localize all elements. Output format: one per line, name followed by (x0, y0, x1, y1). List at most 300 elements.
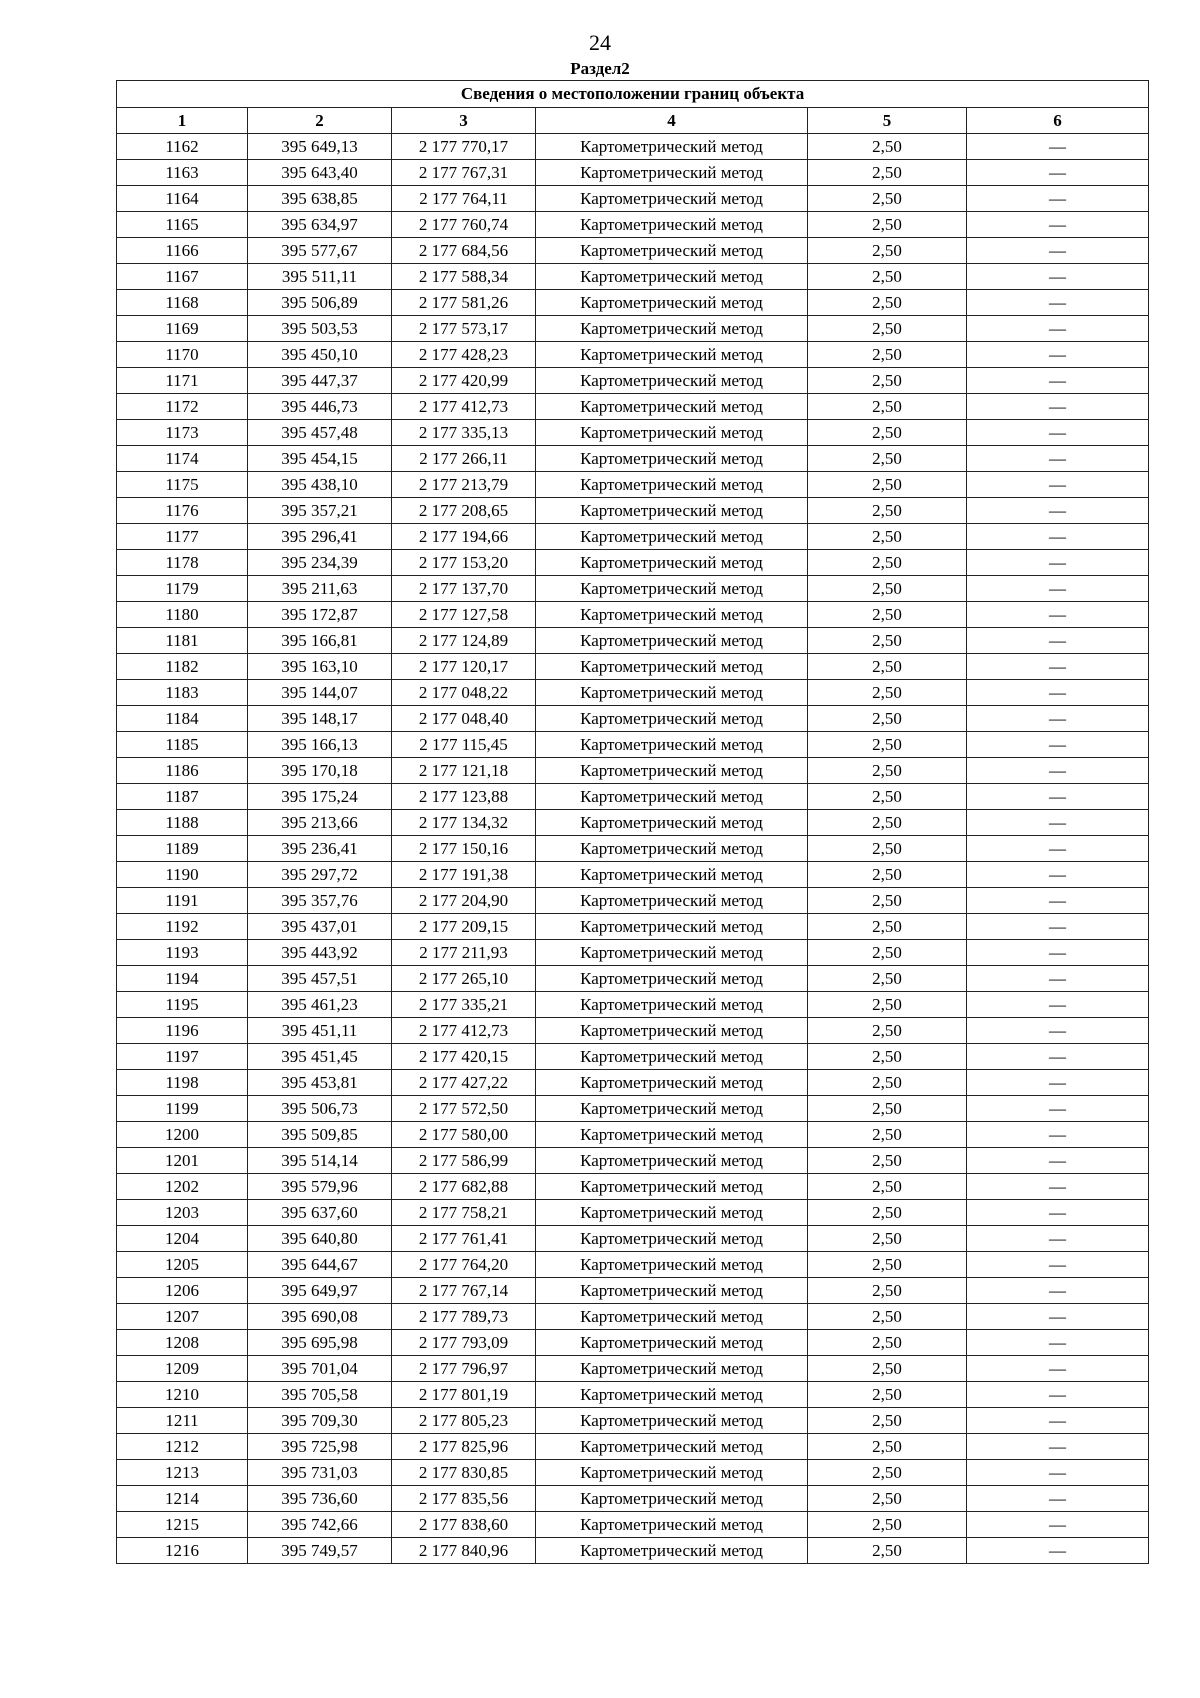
accuracy-cell: 2,50 (808, 1044, 967, 1070)
x-coordinate-cell: 395 509,85 (248, 1122, 392, 1148)
method-cell: Картометрический метод (536, 1070, 808, 1096)
note-cell: — (967, 186, 1149, 212)
point-number-cell: 1178 (117, 550, 248, 576)
table-row (117, 394, 1149, 420)
point-number-cell: 1214 (117, 1486, 248, 1512)
method-cell: Картометрический метод (536, 186, 808, 212)
note-cell: — (967, 940, 1149, 966)
method-cell: Картометрический метод (536, 1460, 808, 1486)
x-coordinate-cell: 395 454,15 (248, 446, 392, 472)
point-number-cell: 1180 (117, 602, 248, 628)
y-coordinate-cell: 2 177 801,19 (392, 1382, 536, 1408)
accuracy-cell: 2,50 (808, 810, 967, 836)
table-row (117, 628, 1149, 654)
method-cell: Картометрический метод (536, 264, 808, 290)
note-cell: — (967, 394, 1149, 420)
y-coordinate-cell: 2 177 137,70 (392, 576, 536, 602)
table-row (117, 524, 1149, 550)
y-coordinate-cell: 2 177 805,23 (392, 1408, 536, 1434)
y-coordinate-cell: 2 177 428,23 (392, 342, 536, 368)
y-coordinate-cell: 2 177 581,26 (392, 290, 536, 316)
boundary-coordinates-table (116, 80, 1149, 1564)
x-coordinate-cell: 395 643,40 (248, 160, 392, 186)
method-cell: Картометрический метод (536, 992, 808, 1018)
x-coordinate-cell: 395 297,72 (248, 862, 392, 888)
table-row (117, 1512, 1149, 1538)
accuracy-cell: 2,50 (808, 966, 967, 992)
table-row (117, 602, 1149, 628)
y-coordinate-cell: 2 177 825,96 (392, 1434, 536, 1460)
x-coordinate-cell: 395 514,14 (248, 1148, 392, 1174)
table-row (117, 1122, 1149, 1148)
point-number-cell: 1189 (117, 836, 248, 862)
note-cell: — (967, 1174, 1149, 1200)
note-cell: — (967, 706, 1149, 732)
point-number-cell: 1169 (117, 316, 248, 342)
table-row (117, 186, 1149, 212)
accuracy-cell: 2,50 (808, 602, 967, 628)
x-coordinate-cell: 395 357,21 (248, 498, 392, 524)
note-cell: — (967, 810, 1149, 836)
y-coordinate-cell: 2 177 048,22 (392, 680, 536, 706)
point-number-cell: 1191 (117, 888, 248, 914)
x-coordinate-cell: 395 446,73 (248, 394, 392, 420)
point-number-cell: 1177 (117, 524, 248, 550)
method-cell: Картометрический метод (536, 1356, 808, 1382)
point-number-cell: 1179 (117, 576, 248, 602)
accuracy-cell: 2,50 (808, 706, 967, 732)
note-cell: — (967, 784, 1149, 810)
point-number-cell: 1204 (117, 1226, 248, 1252)
accuracy-cell: 2,50 (808, 524, 967, 550)
table-row (117, 810, 1149, 836)
point-number-cell: 1209 (117, 1356, 248, 1382)
y-coordinate-cell: 2 177 586,99 (392, 1148, 536, 1174)
accuracy-cell: 2,50 (808, 472, 967, 498)
accuracy-cell: 2,50 (808, 1122, 967, 1148)
note-cell: — (967, 1538, 1149, 1564)
note-cell: — (967, 1382, 1149, 1408)
note-cell: — (967, 1304, 1149, 1330)
y-coordinate-cell: 2 177 838,60 (392, 1512, 536, 1538)
method-cell: Картометрический метод (536, 1538, 808, 1564)
table-row (117, 1018, 1149, 1044)
x-coordinate-cell: 395 506,73 (248, 1096, 392, 1122)
method-cell: Картометрический метод (536, 914, 808, 940)
method-cell: Картометрический метод (536, 1174, 808, 1200)
x-coordinate-cell: 395 166,13 (248, 732, 392, 758)
table-row (117, 654, 1149, 680)
note-cell: — (967, 1278, 1149, 1304)
y-coordinate-cell: 2 177 213,79 (392, 472, 536, 498)
accuracy-cell: 2,50 (808, 914, 967, 940)
table-row (117, 550, 1149, 576)
x-coordinate-cell: 395 453,81 (248, 1070, 392, 1096)
table-caption: Сведения о местоположении границ объекта (117, 81, 1149, 108)
method-cell: Картометрический метод (536, 732, 808, 758)
accuracy-cell: 2,50 (808, 1460, 967, 1486)
note-cell: — (967, 290, 1149, 316)
y-coordinate-cell: 2 177 588,34 (392, 264, 536, 290)
accuracy-cell: 2,50 (808, 1278, 967, 1304)
x-coordinate-cell: 395 172,87 (248, 602, 392, 628)
point-number-cell: 1172 (117, 394, 248, 420)
y-coordinate-cell: 2 177 048,40 (392, 706, 536, 732)
method-cell: Картометрический метод (536, 368, 808, 394)
accuracy-cell: 2,50 (808, 316, 967, 342)
y-coordinate-cell: 2 177 191,38 (392, 862, 536, 888)
point-number-cell: 1195 (117, 992, 248, 1018)
x-coordinate-cell: 395 637,60 (248, 1200, 392, 1226)
method-cell: Картометрический метод (536, 1122, 808, 1148)
x-coordinate-cell: 395 736,60 (248, 1486, 392, 1512)
method-cell: Картометрический метод (536, 680, 808, 706)
accuracy-cell: 2,50 (808, 1356, 967, 1382)
point-number-cell: 1196 (117, 1018, 248, 1044)
table-row (117, 758, 1149, 784)
point-number-cell: 1216 (117, 1538, 248, 1564)
note-cell: — (967, 238, 1149, 264)
table-row (117, 862, 1149, 888)
method-cell: Картометрический метод (536, 784, 808, 810)
x-coordinate-cell: 395 438,10 (248, 472, 392, 498)
note-cell: — (967, 316, 1149, 342)
method-cell: Картометрический метод (536, 212, 808, 238)
x-coordinate-cell: 395 163,10 (248, 654, 392, 680)
accuracy-cell: 2,50 (808, 186, 967, 212)
method-cell: Картометрический метод (536, 888, 808, 914)
accuracy-cell: 2,50 (808, 1434, 967, 1460)
accuracy-cell: 2,50 (808, 1226, 967, 1252)
table-row (117, 1200, 1149, 1226)
accuracy-cell: 2,50 (808, 1304, 967, 1330)
y-coordinate-cell: 2 177 134,32 (392, 810, 536, 836)
x-coordinate-cell: 395 579,96 (248, 1174, 392, 1200)
method-cell: Картометрический метод (536, 1226, 808, 1252)
point-number-cell: 1208 (117, 1330, 248, 1356)
y-coordinate-cell: 2 177 420,99 (392, 368, 536, 394)
accuracy-cell: 2,50 (808, 160, 967, 186)
table-row (117, 160, 1149, 186)
method-cell: Картометрический метод (536, 498, 808, 524)
method-cell: Картометрический метод (536, 1408, 808, 1434)
method-cell: Картометрический метод (536, 1018, 808, 1044)
method-cell: Картометрический метод (536, 550, 808, 576)
accuracy-cell: 2,50 (808, 1408, 967, 1434)
y-coordinate-cell: 2 177 796,97 (392, 1356, 536, 1382)
table-row (117, 1278, 1149, 1304)
note-cell: — (967, 1200, 1149, 1226)
x-coordinate-cell: 395 461,23 (248, 992, 392, 1018)
x-coordinate-cell: 395 213,66 (248, 810, 392, 836)
y-coordinate-cell: 2 177 127,58 (392, 602, 536, 628)
point-number-cell: 1190 (117, 862, 248, 888)
method-cell: Картометрический метод (536, 1278, 808, 1304)
point-number-cell: 1186 (117, 758, 248, 784)
x-coordinate-cell: 395 234,39 (248, 550, 392, 576)
y-coordinate-cell: 2 177 266,11 (392, 446, 536, 472)
accuracy-cell: 2,50 (808, 888, 967, 914)
y-coordinate-cell: 2 177 682,88 (392, 1174, 536, 1200)
x-coordinate-cell: 395 437,01 (248, 914, 392, 940)
y-coordinate-cell: 2 177 770,17 (392, 134, 536, 160)
y-coordinate-cell: 2 177 335,21 (392, 992, 536, 1018)
table-row (117, 784, 1149, 810)
point-number-cell: 1162 (117, 134, 248, 160)
table-row (117, 1044, 1149, 1070)
note-cell: — (967, 1070, 1149, 1096)
note-cell: — (967, 1356, 1149, 1382)
point-number-cell: 1197 (117, 1044, 248, 1070)
accuracy-cell: 2,50 (808, 1070, 967, 1096)
y-coordinate-cell: 2 177 767,14 (392, 1278, 536, 1304)
note-cell: — (967, 498, 1149, 524)
note-cell: — (967, 1408, 1149, 1434)
x-coordinate-cell: 395 170,18 (248, 758, 392, 784)
method-cell: Картометрический метод (536, 342, 808, 368)
table-body (117, 134, 1149, 1564)
table-row (117, 1408, 1149, 1434)
point-number-cell: 1210 (117, 1382, 248, 1408)
note-cell: — (967, 966, 1149, 992)
x-coordinate-cell: 395 709,30 (248, 1408, 392, 1434)
point-number-cell: 1192 (117, 914, 248, 940)
y-coordinate-cell: 2 177 335,13 (392, 420, 536, 446)
table-row (117, 940, 1149, 966)
method-cell: Картометрический метод (536, 940, 808, 966)
table-row (117, 498, 1149, 524)
y-coordinate-cell: 2 177 115,45 (392, 732, 536, 758)
point-number-cell: 1187 (117, 784, 248, 810)
note-cell: — (967, 680, 1149, 706)
method-cell: Картометрический метод (536, 290, 808, 316)
note-cell: — (967, 1512, 1149, 1538)
y-coordinate-cell: 2 177 835,56 (392, 1486, 536, 1512)
table-row (117, 368, 1149, 394)
point-number-cell: 1165 (117, 212, 248, 238)
note-cell: — (967, 654, 1149, 680)
note-cell: — (967, 472, 1149, 498)
y-coordinate-cell: 2 177 120,17 (392, 654, 536, 680)
point-number-cell: 1175 (117, 472, 248, 498)
x-coordinate-cell: 395 577,67 (248, 238, 392, 264)
point-number-cell: 1215 (117, 1512, 248, 1538)
method-cell: Картометрический метод (536, 446, 808, 472)
accuracy-cell: 2,50 (808, 1200, 967, 1226)
point-number-cell: 1188 (117, 810, 248, 836)
x-coordinate-cell: 395 148,17 (248, 706, 392, 732)
accuracy-cell: 2,50 (808, 654, 967, 680)
point-number-cell: 1200 (117, 1122, 248, 1148)
note-cell: — (967, 732, 1149, 758)
point-number-cell: 1182 (117, 654, 248, 680)
method-cell: Картометрический метод (536, 966, 808, 992)
table-row (117, 914, 1149, 940)
note-cell: — (967, 342, 1149, 368)
table-row (117, 1148, 1149, 1174)
table-row (117, 238, 1149, 264)
y-coordinate-cell: 2 177 793,09 (392, 1330, 536, 1356)
method-cell: Картометрический метод (536, 810, 808, 836)
x-coordinate-cell: 395 144,07 (248, 680, 392, 706)
x-coordinate-cell: 395 701,04 (248, 1356, 392, 1382)
point-number-cell: 1173 (117, 420, 248, 446)
method-cell: Картометрический метод (536, 628, 808, 654)
x-coordinate-cell: 395 731,03 (248, 1460, 392, 1486)
note-cell: — (967, 1018, 1149, 1044)
y-coordinate-cell: 2 177 412,73 (392, 1018, 536, 1044)
x-coordinate-cell: 395 695,98 (248, 1330, 392, 1356)
y-coordinate-cell: 2 177 153,20 (392, 550, 536, 576)
table-row (117, 420, 1149, 446)
column-header-row (117, 108, 1149, 134)
accuracy-cell: 2,50 (808, 446, 967, 472)
note-cell: — (967, 1226, 1149, 1252)
table-row (117, 1538, 1149, 1564)
note-cell: — (967, 420, 1149, 446)
method-cell: Картометрический метод (536, 1044, 808, 1070)
x-coordinate-cell: 395 236,41 (248, 836, 392, 862)
y-coordinate-cell: 2 177 764,11 (392, 186, 536, 212)
note-cell: — (967, 758, 1149, 784)
table-row (117, 264, 1149, 290)
note-cell: — (967, 1252, 1149, 1278)
table-row (117, 316, 1149, 342)
y-coordinate-cell: 2 177 758,21 (392, 1200, 536, 1226)
note-cell: — (967, 576, 1149, 602)
accuracy-cell: 2,50 (808, 992, 967, 1018)
note-cell: — (967, 628, 1149, 654)
note-cell: — (967, 1122, 1149, 1148)
note-cell: — (967, 836, 1149, 862)
point-number-cell: 1164 (117, 186, 248, 212)
method-cell: Картометрический метод (536, 1382, 808, 1408)
y-coordinate-cell: 2 177 767,31 (392, 160, 536, 186)
table-row (117, 1070, 1149, 1096)
note-cell: — (967, 524, 1149, 550)
method-cell: Картометрический метод (536, 1434, 808, 1460)
x-coordinate-cell: 395 457,51 (248, 966, 392, 992)
accuracy-cell: 2,50 (808, 1512, 967, 1538)
method-cell: Картометрический метод (536, 134, 808, 160)
y-coordinate-cell: 2 177 211,93 (392, 940, 536, 966)
point-number-cell: 1211 (117, 1408, 248, 1434)
table-row (117, 680, 1149, 706)
x-coordinate-cell: 395 357,76 (248, 888, 392, 914)
accuracy-cell: 2,50 (808, 134, 967, 160)
point-number-cell: 1184 (117, 706, 248, 732)
accuracy-cell: 2,50 (808, 758, 967, 784)
table-row (117, 888, 1149, 914)
method-cell: Картометрический метод (536, 1252, 808, 1278)
accuracy-cell: 2,50 (808, 1330, 967, 1356)
point-number-cell: 1174 (117, 446, 248, 472)
method-cell: Картометрический метод (536, 238, 808, 264)
point-number-cell: 1213 (117, 1460, 248, 1486)
x-coordinate-cell: 395 450,10 (248, 342, 392, 368)
method-cell: Картометрический метод (536, 862, 808, 888)
note-cell: — (967, 1044, 1149, 1070)
y-coordinate-cell: 2 177 789,73 (392, 1304, 536, 1330)
note-cell: — (967, 862, 1149, 888)
y-coordinate-cell: 2 177 840,96 (392, 1538, 536, 1564)
method-cell: Картометрический метод (536, 1512, 808, 1538)
y-coordinate-cell: 2 177 684,56 (392, 238, 536, 264)
note-cell: — (967, 1148, 1149, 1174)
accuracy-cell: 2,50 (808, 1018, 967, 1044)
accuracy-cell: 2,50 (808, 290, 967, 316)
column-header: 6 (967, 108, 1149, 134)
y-coordinate-cell: 2 177 412,73 (392, 394, 536, 420)
accuracy-cell: 2,50 (808, 680, 967, 706)
x-coordinate-cell: 395 644,67 (248, 1252, 392, 1278)
method-cell: Картометрический метод (536, 1304, 808, 1330)
table-row (117, 706, 1149, 732)
x-coordinate-cell: 395 447,37 (248, 368, 392, 394)
x-coordinate-cell: 395 506,89 (248, 290, 392, 316)
table-row (117, 472, 1149, 498)
y-coordinate-cell: 2 177 764,20 (392, 1252, 536, 1278)
table-row (117, 1226, 1149, 1252)
accuracy-cell: 2,50 (808, 836, 967, 862)
x-coordinate-cell: 395 649,97 (248, 1278, 392, 1304)
x-coordinate-cell: 395 457,48 (248, 420, 392, 446)
column-header: 5 (808, 108, 967, 134)
point-number-cell: 1176 (117, 498, 248, 524)
y-coordinate-cell: 2 177 208,65 (392, 498, 536, 524)
x-coordinate-cell: 395 690,08 (248, 1304, 392, 1330)
column-header: 3 (392, 108, 536, 134)
table-row (117, 212, 1149, 238)
point-number-cell: 1193 (117, 940, 248, 966)
table-row (117, 446, 1149, 472)
y-coordinate-cell: 2 177 761,41 (392, 1226, 536, 1252)
accuracy-cell: 2,50 (808, 732, 967, 758)
y-coordinate-cell: 2 177 572,50 (392, 1096, 536, 1122)
accuracy-cell: 2,50 (808, 264, 967, 290)
accuracy-cell: 2,50 (808, 1096, 967, 1122)
x-coordinate-cell: 395 451,45 (248, 1044, 392, 1070)
accuracy-cell: 2,50 (808, 420, 967, 446)
x-coordinate-cell: 395 175,24 (248, 784, 392, 810)
y-coordinate-cell: 2 177 830,85 (392, 1460, 536, 1486)
y-coordinate-cell: 2 177 194,66 (392, 524, 536, 550)
method-cell: Картометрический метод (536, 1096, 808, 1122)
note-cell: — (967, 1330, 1149, 1356)
accuracy-cell: 2,50 (808, 394, 967, 420)
x-coordinate-cell: 395 503,53 (248, 316, 392, 342)
method-cell: Картометрический метод (536, 1486, 808, 1512)
table-row (117, 1174, 1149, 1200)
table-row (117, 1304, 1149, 1330)
point-number-cell: 1207 (117, 1304, 248, 1330)
point-number-cell: 1167 (117, 264, 248, 290)
table-row (117, 836, 1149, 862)
point-number-cell: 1203 (117, 1200, 248, 1226)
point-number-cell: 1202 (117, 1174, 248, 1200)
point-number-cell: 1199 (117, 1096, 248, 1122)
point-number-cell: 1185 (117, 732, 248, 758)
note-cell: — (967, 212, 1149, 238)
point-number-cell: 1168 (117, 290, 248, 316)
table-row (117, 966, 1149, 992)
method-cell: Картометрический метод (536, 706, 808, 732)
method-cell: Картометрический метод (536, 1200, 808, 1226)
column-header: 1 (117, 108, 248, 134)
y-coordinate-cell: 2 177 123,88 (392, 784, 536, 810)
accuracy-cell: 2,50 (808, 212, 967, 238)
accuracy-cell: 2,50 (808, 368, 967, 394)
